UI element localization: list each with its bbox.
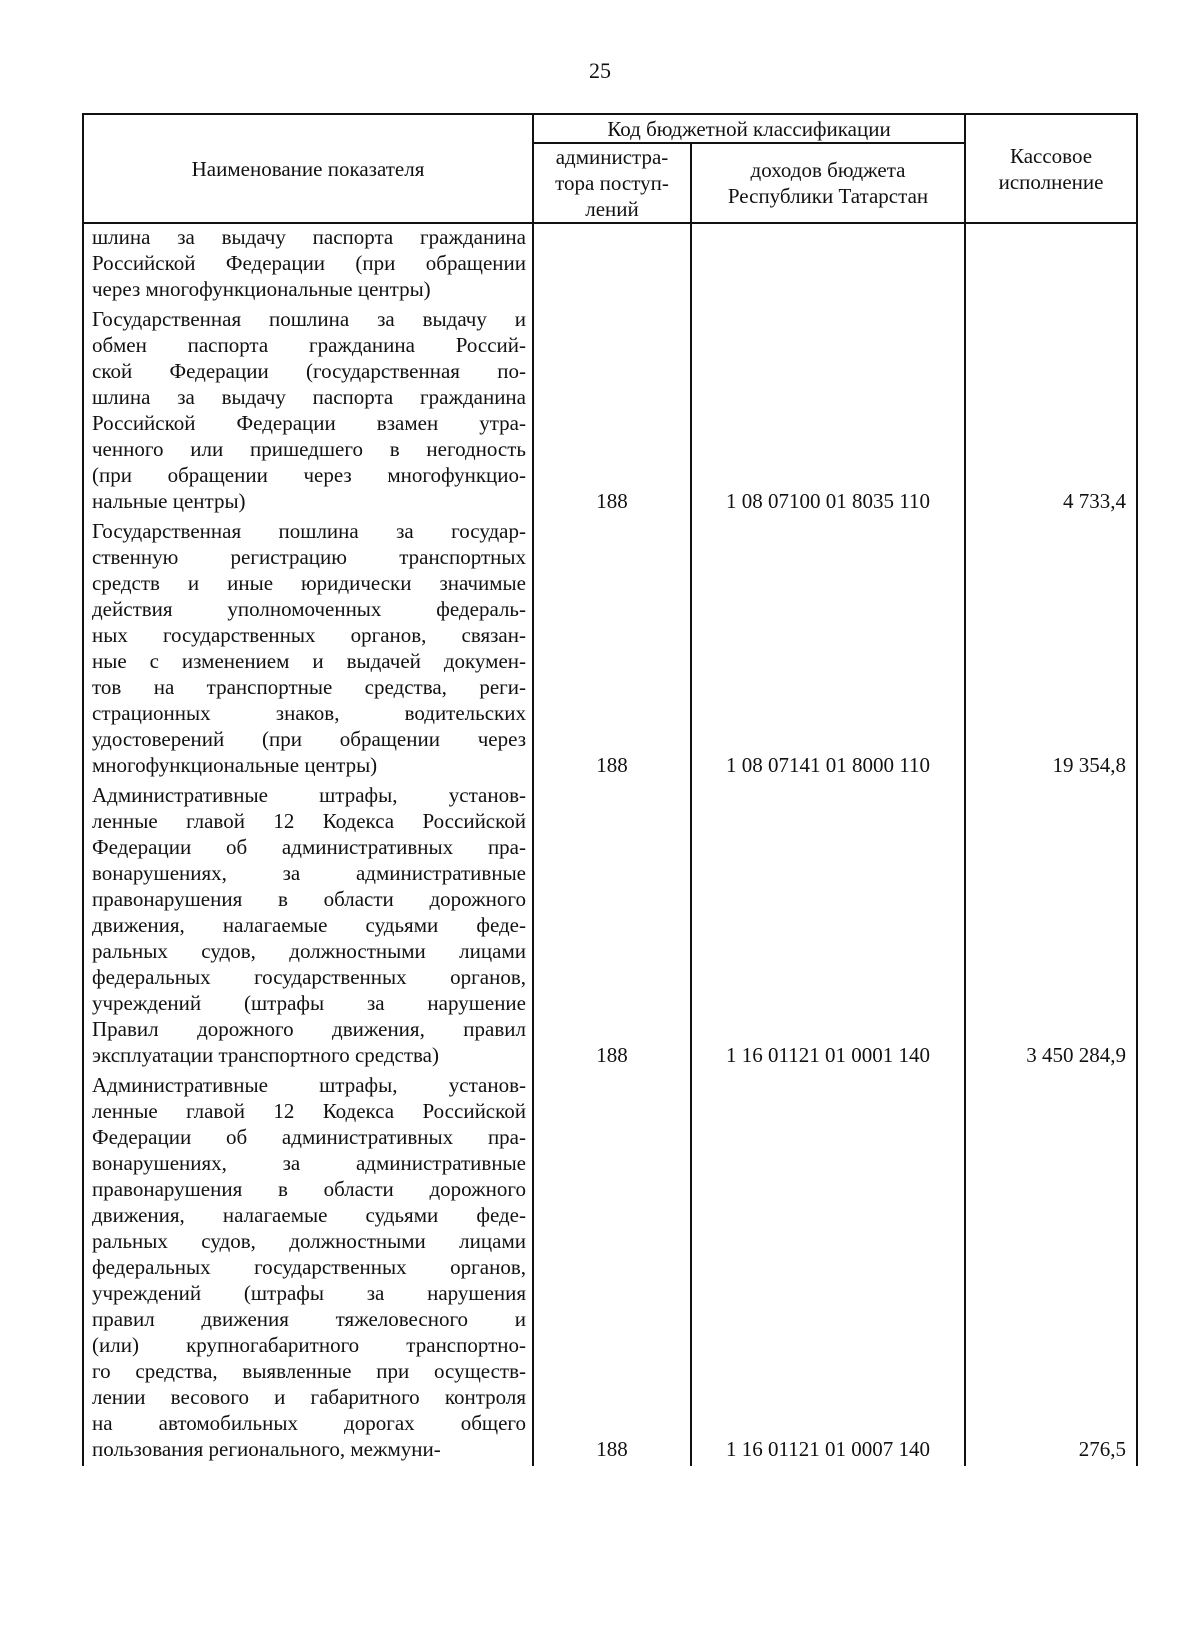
- indicator-name-line: через многофункциональные центры): [92, 277, 431, 301]
- admin-code-cell: [533, 223, 691, 306]
- indicator-name-line: Федерации об административных пра-: [92, 835, 526, 859]
- indicator-name-line: тов на транспортные средства, реги-: [92, 675, 526, 699]
- income-code-cell: 1 08 07141 01 8000 110: [691, 518, 965, 782]
- table-row: [83, 1072, 1137, 1466]
- table-row: [83, 306, 1137, 518]
- indicator-name-line: ленные главой 12 Кодекса Российской: [92, 1099, 526, 1123]
- table-row: [83, 782, 1137, 1072]
- table-body: [83, 223, 1137, 1466]
- indicator-name-line: ных государственных органов, связан-: [92, 623, 526, 647]
- header-amount: Кассовое исполнение: [965, 114, 1137, 223]
- indicator-name-cell: [83, 782, 533, 1072]
- amount-cell: 4 733,4: [965, 306, 1137, 518]
- indicator-name-line: учреждений (штрафы за нарушения: [92, 1281, 526, 1305]
- page-number: 25: [589, 58, 611, 83]
- budget-table: [82, 113, 1138, 1466]
- admin-code-cell: 188: [533, 518, 691, 782]
- table-row: [83, 518, 1137, 782]
- admin-code-cell: 188: [533, 1072, 691, 1466]
- indicator-name-line: обмен паспорта гражданина Россий-: [92, 333, 526, 357]
- header-admin: администра-тора поступ-лений: [533, 143, 691, 223]
- table-header: [83, 114, 1137, 223]
- indicator-name-line: движения, налагаемые судьями феде-: [92, 1203, 526, 1227]
- indicator-name-line: (при обращении через многофункцио-: [92, 463, 526, 487]
- header-name: Наименование показателя: [83, 114, 533, 223]
- indicator-name-line: го средства, выявленные при осуществ-: [92, 1359, 526, 1383]
- income-code-cell: 1 16 01121 01 0001 140: [691, 782, 965, 1072]
- indicator-name-cell: [83, 306, 533, 518]
- indicator-name-line: правил движения тяжеловесного и: [92, 1307, 526, 1331]
- indicator-name-line: ные с изменением и выдачей докумен-: [92, 649, 526, 673]
- indicator-name-line: удостоверений (при обращении через: [92, 727, 526, 751]
- income-code-cell: 1 08 07100 01 8035 110: [691, 306, 965, 518]
- indicator-name-line: средств и иные юридически значимые: [92, 571, 526, 595]
- amount-cell: 19 354,8: [965, 518, 1137, 782]
- indicator-name-line: Административные штрафы, установ-: [92, 783, 526, 807]
- indicator-name-line: Российской Федерации взамен утра-: [92, 411, 526, 435]
- indicator-name-line: ральных судов, должностными лицами: [92, 1229, 526, 1253]
- indicator-name-line: многофункциональные центры): [92, 753, 378, 777]
- indicator-name-cell: [83, 518, 533, 782]
- indicator-name-line: нальные центры): [92, 489, 246, 513]
- indicator-name-line: Государственная пошлина за государ-: [92, 519, 526, 543]
- indicator-name-line: пользования регионального, межмуни-: [92, 1437, 441, 1461]
- admin-code-cell: 188: [533, 782, 691, 1072]
- indicator-name-line: ленные главой 12 Кодекса Российской: [92, 809, 526, 833]
- amount-cell: 3 450 284,9: [965, 782, 1137, 1072]
- indicator-name-line: лении весового и габаритного контроля: [92, 1385, 526, 1409]
- indicator-name-cell: [83, 1072, 533, 1466]
- income-code-cell: [691, 223, 965, 306]
- income-code-cell: 1 16 01121 01 0007 140: [691, 1072, 965, 1466]
- indicator-name-line: ральных судов, должностными лицами: [92, 939, 526, 963]
- indicator-name-line: Государственная пошлина за выдачу и: [92, 307, 526, 331]
- indicator-name-line: правонарушения в области дорожного: [92, 1177, 526, 1201]
- indicator-name-line: движения, налагаемые судьями феде-: [92, 913, 526, 937]
- indicator-name-line: учреждений (штрафы за нарушение: [92, 991, 526, 1015]
- indicator-name-line: (или) крупногабаритного транспортно-: [92, 1333, 526, 1357]
- indicator-name-line: на автомобильных дорогах общего: [92, 1411, 526, 1435]
- indicator-name-line: ченного или пришедшего в негодность: [92, 437, 526, 461]
- admin-code-cell: 188: [533, 306, 691, 518]
- indicator-name-cell: [83, 223, 533, 306]
- indicator-name-line: действия уполномоченных федераль-: [92, 597, 526, 621]
- indicator-name-line: эксплуатации транспортного средства): [92, 1043, 439, 1067]
- header-income: доходов бюджета Республики Татарстан: [691, 143, 965, 223]
- table-row: [83, 223, 1137, 306]
- indicator-name-line: вонарушениях, за административные: [92, 861, 526, 885]
- amount-cell: [965, 223, 1137, 306]
- indicator-name-line: федеральных государственных органов,: [92, 1255, 526, 1279]
- indicator-name-line: ственную регистрацию транспортных: [92, 545, 526, 569]
- indicator-name-line: шлина за выдачу паспорта гражданина: [92, 385, 526, 409]
- indicator-name-line: федеральных государственных органов,: [92, 965, 526, 989]
- indicator-name-line: ской Федерации (государственная по-: [92, 359, 526, 383]
- indicator-name-line: Федерации об административных пра-: [92, 1125, 526, 1149]
- indicator-name-line: Правил дорожного движения, правил: [92, 1017, 526, 1041]
- indicator-name-line: вонарушениях, за административные: [92, 1151, 526, 1175]
- indicator-name-line: Российской Федерации (при обращении: [92, 251, 526, 275]
- indicator-name-line: Административные штрафы, установ-: [92, 1073, 526, 1097]
- indicator-name-line: шлина за выдачу паспорта гражданина: [92, 225, 526, 249]
- indicator-name-line: правонарушения в области дорожного: [92, 887, 526, 911]
- indicator-name-line: страционных знаков, водительских: [92, 701, 526, 725]
- header-code-group: Код бюджетной классификации: [533, 114, 965, 143]
- amount-cell: 276,5: [965, 1072, 1137, 1466]
